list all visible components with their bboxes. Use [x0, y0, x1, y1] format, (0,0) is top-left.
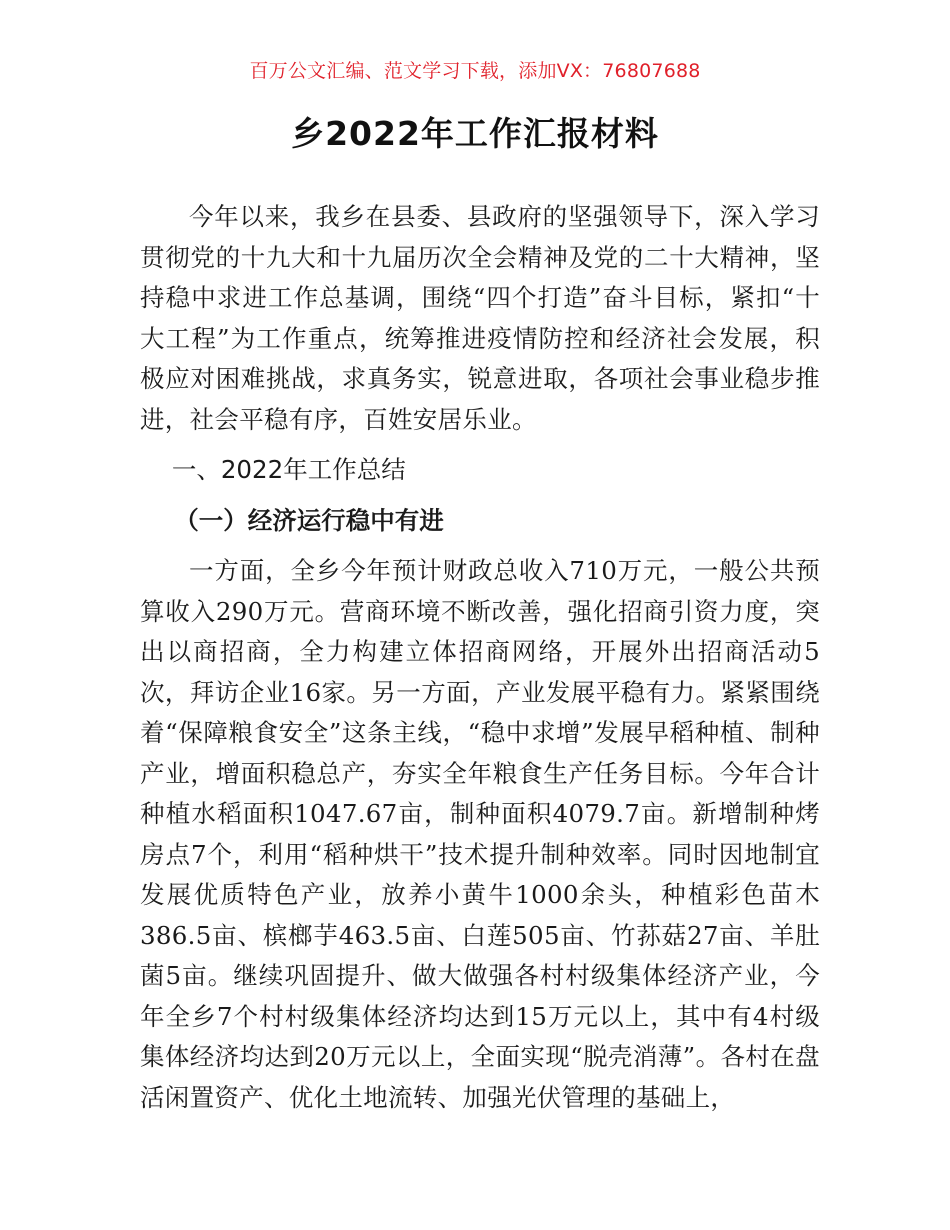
section-heading: 一、2022年工作总结 — [171, 455, 406, 484]
document-title: 乡2022年工作汇报材料 — [291, 114, 659, 153]
body-paragraph: 一方面，全乡今年预计财政总收入710万元，一般公共预算收入290万元。营商环境不断改善，强化招商引资力度，突出以商招商，全力构建立体招商网络，开展外出招商活动5次，拜访企业16家。另一方面，产业发展平稳有力。紧紧围绕着“保障粮食安全”这条主线，“稳中求增”发展早稻种植、制种产业，增面积稳总产，夯实全年粮食生产任务目标。今年合计种植水稻面积1047.67亩，制种面积4079.7亩。新增制种烤房点7个，利用“稻种烘干”技术提升制种效率。同时因地制宜发展优质特色产业，放养小黄牛1000余头，种植彩色苗木386.5亩、槟榔芋463.5亩、白莲505亩、竹荪菇27亩、羊肚菌5亩。继续巩固提升、做大做强各村村级集体经济产业，今年全乡7个村村级集体经济均达到15万元以上，其中有4村级集体经济均达到20万元以上，全面实现“脱壳消薄”。各村在盘活闲置资产、优化土地流转、加强光伏管理的基础上， — [140, 556, 820, 1112]
intro-paragraph: 今年以来，我乡在县委、县政府的坚强领导下，深入学习贯彻党的十九大和十九届历次全会精神及党的二十大精神，坚持稳中求进工作总基调，围绕“四个打造”奋斗目标，紧扣“十大工程”为工作重点，统筹推进疫情防控和经济社会发展，积极应对困难挑战，求真务实，锐意进取，各项社会事业稳步推进，社会平稳有序，百姓安居乐业。 — [140, 202, 820, 434]
document-body — [140, 197, 820, 1118]
header-banner: 百万公文汇编、范文学习下载，添加VX：76807688 — [249, 60, 701, 82]
subsection-heading: （一）经济运行稳中有进 — [174, 505, 444, 535]
